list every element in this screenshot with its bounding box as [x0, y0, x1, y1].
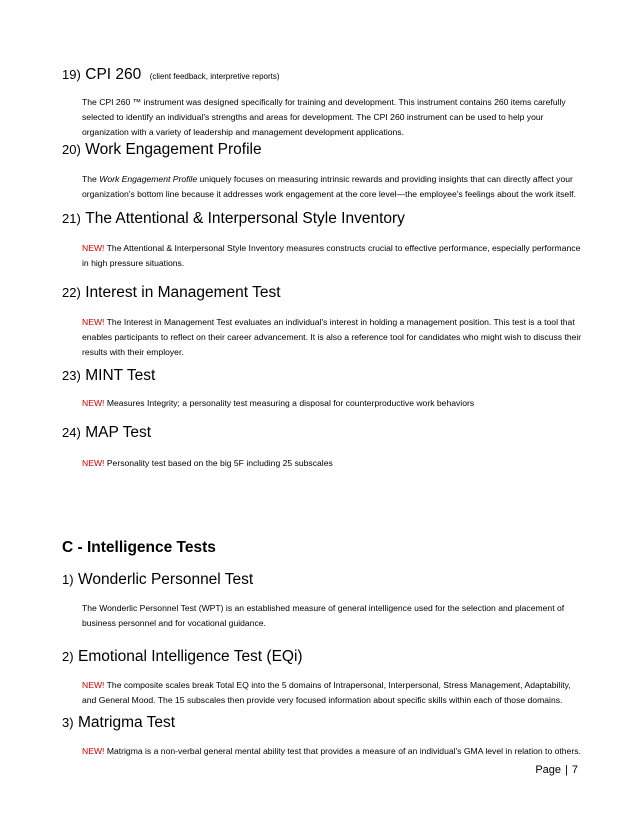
heading-map-test [62, 424, 151, 442]
new-badge: NEW! [82, 746, 105, 756]
description-map-test [82, 456, 582, 471]
item-title: CPI 260 [85, 66, 142, 83]
description-mint-test [82, 396, 582, 411]
description-interest-in-management [82, 315, 582, 360]
item-title: Matrigma Test [78, 714, 176, 731]
item-title: MINT Test [85, 367, 156, 384]
new-badge: NEW! [82, 243, 105, 253]
heading-interest-in-management [62, 284, 281, 302]
section-heading-intelligence-tests: C - Intelligence Tests [62, 539, 216, 556]
description-text: The [82, 174, 100, 184]
heading-wonderlic [62, 571, 253, 589]
description-text: Personality test based on the big 5F including 25 subscales [104, 458, 333, 468]
description-text: The Interest in Management Test evaluates an individual's interest in holding a management position. This test is a tool that enables participants to reflect on their career advancement. It is also a reference tool for candidates who might wish to discuss their results with their employer. [82, 317, 582, 357]
item-number: 21) [62, 211, 81, 226]
description-text: The composite scales break Total EQ into the 5 domains of Intrapersonal, Interpersonal, Stress Management, Adaptability, and General Mood. The 15 subscales then provide very focused information about specific skills within each of those domains. [82, 680, 571, 705]
new-badge: NEW! [82, 398, 105, 408]
description-text: Measures Integrity; a personality test measuring a disposal for counterproductive work behaviors [104, 398, 475, 408]
product-name: Work Engagement Profile [99, 174, 198, 184]
item-title: Interest in Management Test [85, 284, 281, 301]
item-title: Wonderlic Personnel Test [78, 571, 254, 588]
page-footer [535, 764, 578, 776]
item-title: Work Engagement Profile [85, 141, 262, 158]
page-label: Page [535, 764, 562, 776]
item-title: The Attentional & Interpersonal Style Inventory [85, 210, 405, 227]
heading-cpi-260 [62, 66, 280, 84]
item-number: 1) [62, 572, 74, 587]
description-matrigma [82, 744, 582, 759]
heading-matrigma [62, 714, 175, 732]
item-number: 2) [62, 649, 74, 664]
description-emotional-intelligence [82, 678, 582, 708]
item-number: 22) [62, 285, 81, 300]
description-cpi-260: The CPI 260 ™ instrument was designed specifically for training and development. This instrument contains 260 items carefully selected to identify an individual's strengths and areas for development. The CPI 260 instrument can be used to help your organization with a variety of leadership and management development applications. [82, 97, 566, 137]
item-number: 23) [62, 368, 81, 383]
item-title: Emotional Intelligence Test (EQi) [78, 648, 303, 665]
heading-mint-test [62, 367, 155, 385]
page-number: 7 [571, 764, 578, 776]
item-note: (client feedback, interpretive reports) [149, 72, 280, 81]
description-text: Matrigma is a non-verbal general mental ability test that provides a measure of an individual's GMA level in relation to others. [104, 746, 581, 756]
item-title: MAP Test [85, 424, 152, 441]
description-text: uniquely focuses on measuring intrinsic rewards and providing insights that can directly affect your organization's bottom line because it addresses work engagement at the core level—the employee's feelings about the work itself. [82, 174, 576, 199]
heading-work-engagement-profile [62, 141, 262, 159]
new-badge: NEW! [82, 458, 105, 468]
footer-separator: | [565, 764, 568, 776]
heading-attentional-interpersonal-style [62, 210, 405, 228]
item-number: 19) [62, 67, 81, 82]
item-number: 24) [62, 425, 81, 440]
item-number: 3) [62, 715, 74, 730]
description-text: The Attentional & Interpersonal Style Inventory measures constructs crucial to effective performance, especially performance in high pressure situations. [82, 243, 581, 268]
description-work-engagement-profile [82, 172, 582, 202]
new-badge: NEW! [82, 317, 105, 327]
heading-emotional-intelligence [62, 648, 303, 666]
description-wonderlic: The Wonderlic Personnel Test (WPT) is an established measure of general intelligence used for the selection and placement of business personnel and for vocational guidance. [82, 603, 565, 628]
item-number: 20) [62, 142, 81, 157]
description-attentional-interpersonal-style [82, 241, 582, 271]
new-badge: NEW! [82, 680, 105, 690]
